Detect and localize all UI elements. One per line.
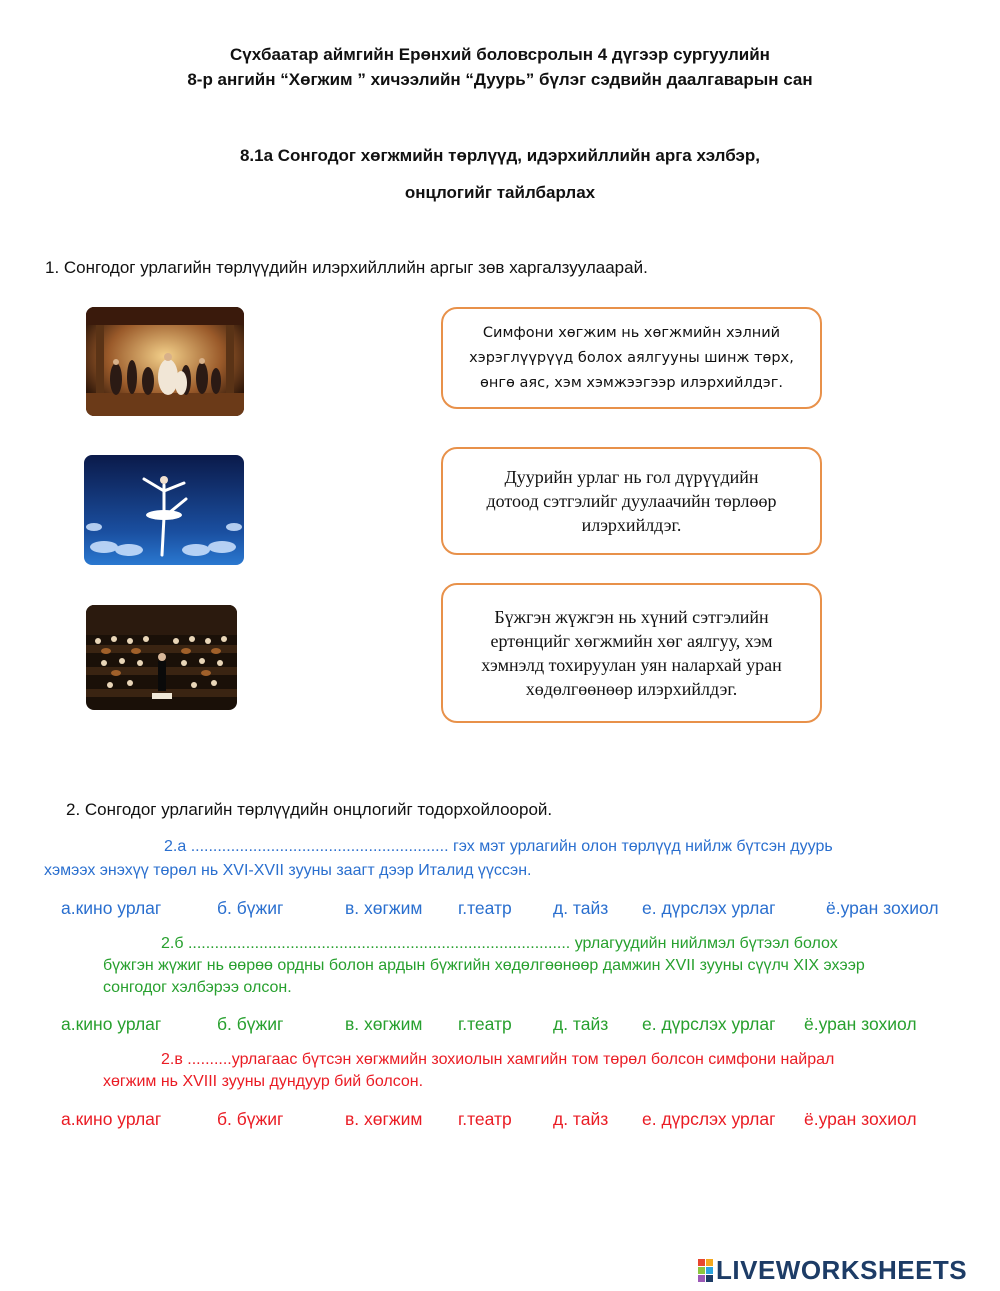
q2b-option-e[interactable]: е. дүрслэх урлаг — [642, 1014, 776, 1034]
ballet-photo[interactable] — [84, 455, 244, 565]
logo-text: LIVEWORKSHEETS — [716, 1254, 968, 1285]
q2b-option-g[interactable]: г.театр — [458, 1014, 512, 1034]
q2b-option-a[interactable]: а.кино урлаг — [61, 1014, 162, 1034]
match-box-ballet[interactable] — [441, 583, 822, 723]
q2c-line2: хөгжим нь XVIII зууны дундуур бий болсон. — [103, 1073, 424, 1090]
q2c-option-e[interactable]: е. дүрслэх урлаг — [642, 1109, 776, 1129]
box-text-line: өнгө аяс, хэм хэмжээгээр илэрхийлдэг. — [480, 374, 783, 391]
q2a-line2: хэмээх энэхүү төрөл нь XVI-XVII зууны заагт дээр Италид үүссэн. — [44, 862, 532, 879]
q2c-option-d[interactable]: д. тайз — [553, 1109, 609, 1129]
q2b-option-d[interactable]: д. тайз — [553, 1014, 609, 1034]
q2b-options — [61, 1014, 917, 1035]
q2b-option-yo[interactable]: ё.уран зохиол — [804, 1014, 917, 1034]
q2a-option-b[interactable]: б. бүжиг — [217, 898, 284, 918]
q2c-line1: 2.в ..........урлагаас бүтсэн хөгжмийн зохиолын хамгийн том төрөл болсон симфони найрал — [161, 1051, 835, 1068]
course-title: 8-р ангийн “Хөгжим ” хичээлийн “Дуурь” бүлэг сэдвийн даалгаварын сан — [187, 70, 813, 89]
question-1-text: 1. Сонгодог урлагийн төрлүүдийн илэрхийллийн аргыг зөв харгалзуулаарай. — [45, 258, 648, 277]
box-text-line: ертөнцийг хөгжмийн хөг аялгуу, хэм — [490, 631, 773, 651]
q2c-option-b[interactable]: б. бүжиг — [217, 1109, 284, 1129]
q2a-option-a[interactable]: а.кино урлаг — [61, 898, 162, 918]
orchestra-photo[interactable] — [86, 605, 237, 710]
box-text-line: хэмнэлд тохируулан уян налархай уран — [481, 655, 782, 675]
box-text-line: дотоод сэтгэлийг дуулаачийн төрлөөр — [486, 491, 777, 511]
school-title: Сүхбаатар аймгийн Ерөнхий боловсролын 4 дүгээр сургуулийн — [230, 45, 770, 64]
q2a-option-v[interactable]: в. хөгжим — [345, 898, 423, 918]
q2c-option-g[interactable]: г.театр — [458, 1109, 512, 1129]
q2c-option-a[interactable]: а.кино урлаг — [61, 1109, 162, 1129]
q2a-options — [61, 898, 939, 919]
q2b-line2: бүжгэн жүжиг нь өөрөө ордны болон ардын бүжгийн хөдөлгөөнөөр дамжин XVII зууны сүүлч XIX эхээр — [103, 957, 865, 974]
q2a-option-e[interactable]: е. дүрслэх урлаг — [642, 898, 776, 918]
q2c-options — [61, 1109, 917, 1130]
opera-stage-photo[interactable] — [86, 307, 244, 416]
topic-subtitle: онцлогийг тайлбарлах — [404, 183, 596, 202]
box-text-line: хэрэглүүрүүд болох аялгууны шинж төрх, — [469, 349, 794, 366]
box-text-line: Симфони хөгжим нь хөгжмийн хэлний — [482, 324, 781, 341]
q2b-option-v[interactable]: в. хөгжим — [345, 1014, 423, 1034]
box-text-line: Бүжгэн жүжгэн нь хүний сэтгэлийн — [494, 607, 769, 627]
q2b-line1: 2.б ...................................................................................... урлагуудийн нийлмэл бүтээл болох — [161, 935, 838, 952]
q2c-option-v[interactable]: в. хөгжим — [345, 1109, 423, 1129]
logo-mark-icon — [698, 1259, 713, 1282]
question-2-text: 2. Сонгодог урлагийн төрлүүдийн онцлогийг тодорхойлоорой. — [66, 800, 553, 819]
q2a-option-d[interactable]: д. тайз — [553, 898, 609, 918]
topic-title: 8.1а Сонгодог хөгжмийн төрлүүд, идэрхийллийн арга хэлбэр, — [239, 146, 761, 165]
liveworksheets-logo — [698, 1255, 967, 1285]
q2c-option-yo[interactable]: ё.уран зохиол — [804, 1109, 917, 1129]
box-text-line: хөдөлгөөнөөр илэрхийлдэг. — [525, 679, 738, 699]
q2b-option-b[interactable]: б. бүжиг — [217, 1014, 284, 1034]
match-box-opera[interactable] — [441, 447, 822, 555]
q2a-option-yo[interactable]: ё.уран зохиол — [826, 898, 939, 918]
q2b-line3: сонгодог хэлбэрээ олсон. — [103, 979, 292, 996]
match-box-symphony[interactable] — [441, 307, 822, 409]
box-text-line: Дуурийн урлаг нь гол дүрүүдийн — [504, 467, 759, 487]
q2a-line1: 2.а .......................................................... гэх мэт урлагийн олон төрлүүд нийлж бүтсэн дуурь — [164, 838, 833, 855]
box-text-line: илэрхийлдэг. — [581, 515, 682, 535]
q2a-option-g[interactable]: г.театр — [458, 898, 512, 918]
